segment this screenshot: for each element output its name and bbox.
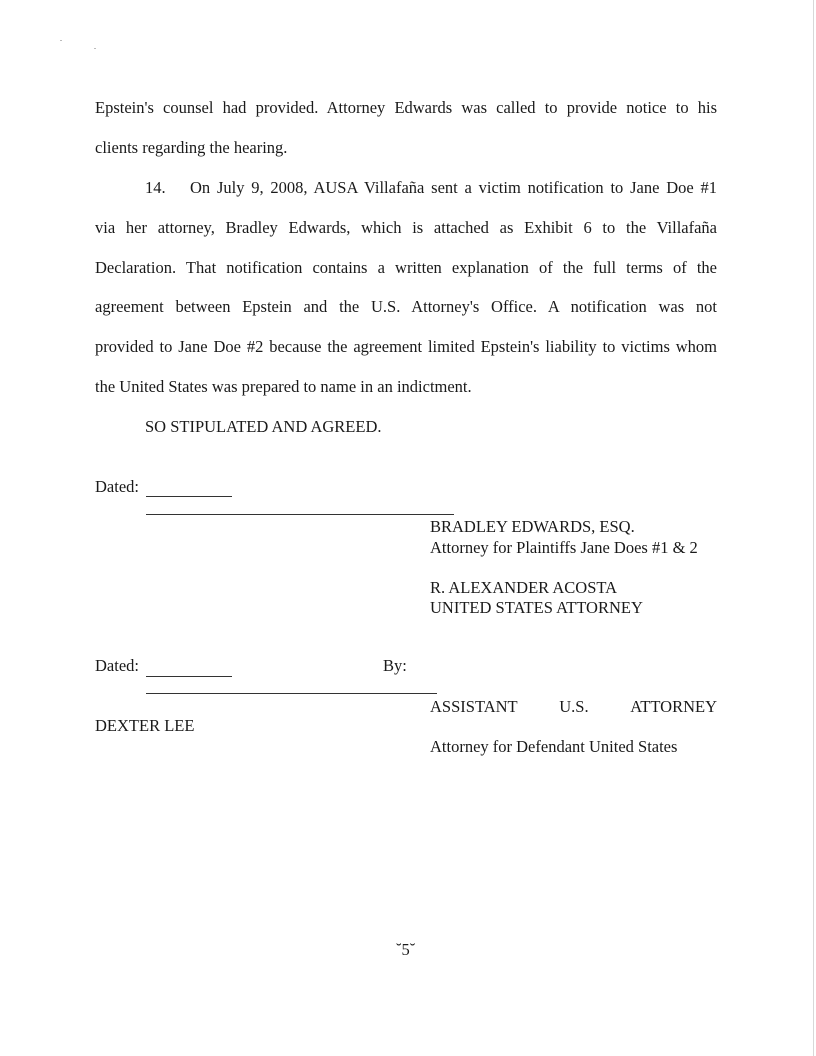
paragraph-14-line-4: agreement between Epstein and the U.S. Attorney's Office. A notification was not [95, 297, 717, 316]
signature-line-1 [146, 514, 454, 515]
page-number: ˘5˘ [396, 940, 416, 959]
paragraph-14-line-5: provided to Jane Doe #2 because the agreement limited Epstein's liability to victims whom [95, 337, 717, 356]
continuation-line-1: Epstein's counsel had provided. Attorney Edwards was called to provide notice to his [95, 98, 717, 117]
signature-line-2 [146, 693, 437, 694]
paragraph-14-line-6: the United States was prepared to name in an indictment. [95, 377, 472, 396]
ausa-title-word: ATTORNEY [630, 697, 717, 716]
dated-label-1: Dated: [95, 477, 139, 496]
scan-speck [60, 40, 62, 41]
ausa-title [430, 697, 717, 717]
plaintiff-attorney-name: BRADLEY EDWARDS, ESQ. [430, 517, 635, 536]
date-line-2 [146, 676, 232, 677]
signer-name: DEXTER LEE [95, 716, 195, 735]
defendant-attorney-role: Attorney for Defendant United States [430, 737, 678, 756]
paragraph-14-line-1: On July 9, 2008, AUSA Villafaña sent a victim notification to Jane Doe #1 [190, 178, 717, 197]
us-attorney-title: UNITED STATES ATTORNEY [430, 598, 643, 617]
paragraph-14-line-2: via her attorney, Bradley Edwards, which is attached as Exhibit 6 to the Villafaña [95, 218, 717, 237]
plaintiff-attorney-role: Attorney for Plaintiffs Jane Does #1 & 2 [430, 538, 698, 557]
ausa-title-word: U.S. [559, 697, 589, 716]
continuation-line-2: clients regarding the hearing. [95, 138, 288, 157]
dated-label-2: Dated: [95, 656, 139, 675]
paragraph-14-line-3: Declaration. That notification contains a written explanation of the full terms of the [95, 258, 717, 277]
date-line-1 [146, 496, 232, 497]
stipulation-heading: SO STIPULATED AND AGREED. [145, 417, 382, 436]
ausa-title-word: ASSISTANT [430, 697, 518, 716]
by-label: By: [383, 656, 407, 675]
scan-speck [94, 48, 96, 49]
scan-edge [813, 0, 814, 1056]
us-attorney-name: R. ALEXANDER ACOSTA [430, 578, 618, 597]
paragraph-number: 14. [145, 178, 166, 197]
